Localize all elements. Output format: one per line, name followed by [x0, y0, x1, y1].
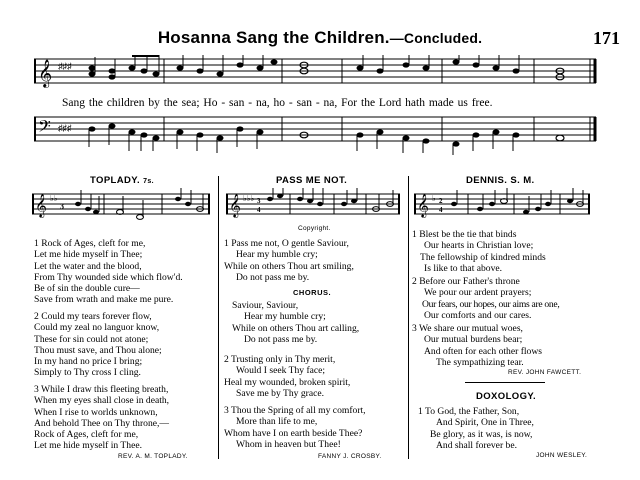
verse-line: Let me hide myself in Thee. — [34, 440, 142, 452]
verse-line: Our hearts in Christian love; — [424, 240, 534, 252]
pass-me-not-title: PASS ME NOT. — [276, 175, 348, 186]
verse-line: Rock of Ages, cleft for me, — [34, 429, 139, 441]
verse-line: From Thy wounded side which flow'd. — [34, 271, 183, 283]
verse-line: Whom have I on earth beside Thee? — [224, 427, 363, 439]
top-hymn-lyric: Sang the children by the sea; Ho - san - na, ho - san - na, For the Lord hath made us free. — [62, 97, 493, 109]
verse-line: Hear my humble cry; — [244, 311, 326, 323]
verse-line: 1 Rock of Ages, cleft for me, — [34, 238, 146, 249]
title-suffix: —Concluded. — [389, 30, 483, 46]
verse-line: And Spirit, One in Three, — [436, 417, 534, 429]
svg-text:♭♭: ♭♭ — [50, 194, 58, 203]
doxology-verse — [418, 406, 534, 451]
svg-text:♭♭♭: ♭♭♭ — [243, 194, 255, 203]
verse-line: And behold Thee on Thy throne,— — [34, 417, 170, 429]
svg-text:4: 4 — [439, 206, 443, 214]
verse-line: We pour our ardent prayers; — [424, 287, 532, 299]
dennis-staff — [414, 188, 592, 222]
verse-line: Save from wrath and make me pure. — [34, 294, 174, 306]
verse-line: Would I seek Thy face; — [236, 365, 326, 377]
verse-line: Whom in heaven but Thee! — [236, 438, 341, 450]
toplady-verse-2 — [34, 311, 162, 379]
doxology-heading: DOXOLOGY. — [476, 391, 537, 402]
verse-line: Saviour, Saviour, — [232, 300, 299, 311]
svg-text:3: 3 — [60, 202, 64, 211]
verse-line: In my hand no price I bring; — [34, 356, 143, 368]
svg-text:𝄢: 𝄢 — [38, 116, 51, 140]
pass-me-not-verse-1 — [224, 238, 354, 283]
verse-line: And often for each other flows — [424, 345, 543, 357]
page-title: Hosanna Sang the Children.—Concluded. — [157, 28, 483, 47]
doxology-credit: JOHN WESLEY. — [536, 452, 588, 459]
svg-text:𝄞: 𝄞 — [229, 193, 241, 217]
pass-me-not-chorus — [232, 300, 359, 345]
verse-line: 3 We share our mutual woes, — [412, 323, 523, 334]
toplady-title: TOPLADY. 7s. — [90, 175, 154, 186]
verse-line: And shall forever be. — [436, 439, 517, 451]
dennis-meter: S. M. — [510, 175, 535, 186]
pass-me-not-credit: FANNY J. CROSBY. — [318, 453, 382, 460]
svg-text:♭: ♭ — [432, 194, 436, 203]
verse-line: While on others Thou art smiling, — [224, 260, 354, 272]
pass-me-not-verse-2 — [224, 354, 350, 399]
dennis-title: DENNIS. S. M. — [466, 175, 535, 186]
toplady-credit: REV. A. M. TOPLADY. — [118, 453, 188, 460]
verse-line: Save me by Thy grace. — [236, 387, 325, 399]
verse-line: Be glory, as it was, is now, — [430, 428, 533, 440]
verse-line: The fellowship of kindred minds — [420, 251, 546, 263]
verse-line: These for sin could not atone; — [34, 333, 149, 345]
svg-text:𝄞: 𝄞 — [38, 59, 53, 87]
verse-line: Let me hide myself in Thee; — [34, 249, 143, 261]
verse-line: Our mutual burdens bear; — [424, 334, 523, 346]
verse-line: Is like to that above. — [424, 262, 503, 274]
bass-staff-top — [34, 113, 600, 155]
verse-line: 1 Pass me not, O gentle Saviour, — [224, 238, 349, 249]
verse-line: 2 Trusting only in Thy merit, — [224, 354, 336, 365]
pass-me-not-verse-3 — [224, 405, 366, 450]
svg-text:𝄞: 𝄞 — [417, 193, 429, 217]
verse-line: Thou must save, and Thou alone; — [34, 344, 162, 356]
divider-rule — [465, 382, 545, 383]
verse-line: More than life to me, — [236, 416, 318, 428]
dennis-credit: REV. JOHN FAWCETT. — [508, 369, 582, 376]
verse-line: Do not pass me by. — [236, 271, 310, 283]
verse-line: When I rise to worlds unknown, — [34, 406, 158, 418]
dennis-verse-2 — [412, 276, 560, 321]
verse-line: Simply to Thy cross I cling. — [34, 367, 141, 379]
verse-line: Do not pass me by. — [244, 333, 318, 345]
verse-line: While on others Thou art calling, — [232, 322, 360, 334]
toplady-staff — [32, 188, 212, 222]
verse-line: Hear my humble cry; — [236, 249, 318, 261]
svg-text:4: 4 — [257, 206, 261, 214]
column-divider-right — [408, 176, 409, 459]
verse-line: Let the water and the blood, — [34, 260, 142, 272]
verse-line: Our comforts and our cares. — [424, 309, 532, 321]
page-number: 171 — [593, 28, 620, 48]
toplady-verse-3 — [34, 384, 169, 452]
dennis-verse-3 — [412, 323, 542, 368]
verse-line: Be of sin the double cure— — [34, 283, 140, 295]
copyright-note: Copyright. — [298, 225, 331, 232]
svg-text:♯♯♯: ♯♯♯ — [58, 123, 72, 133]
verse-line: 3 While I draw this fleeting breath, — [34, 384, 169, 395]
toplady-verse-1 — [34, 238, 183, 306]
svg-text:𝄞: 𝄞 — [35, 193, 47, 217]
verse-line: 2 Could my tears forever flow, — [34, 311, 152, 322]
verse-line: Could my zeal no languor know, — [34, 322, 160, 334]
verse-line: Our fears, our hopes, our aims are one, — [422, 298, 560, 310]
verse-line: 1 To God, the Father, Son, — [418, 406, 520, 417]
verse-line: 3 Thou the Spring of all my comfort, — [224, 405, 366, 416]
svg-text:3: 3 — [257, 197, 261, 205]
verse-line: Heal my wounded, broken spirit, — [224, 376, 351, 388]
treble-staff-top — [34, 55, 600, 91]
verse-line: 1 Blest be the tie that binds — [412, 229, 517, 240]
chorus-heading: CHORUS. — [293, 288, 332, 297]
toplady-meter: 7s. — [143, 178, 154, 185]
verse-line: 2 Before our Father's throne — [412, 276, 520, 287]
pass-me-not-staff — [226, 188, 402, 222]
verse-line: When my eyes shall close in death, — [34, 395, 170, 407]
svg-text:2: 2 — [439, 197, 443, 205]
verse-line: The sympathizing tear. — [436, 356, 524, 368]
dennis-verse-1 — [412, 229, 546, 274]
column-divider-left — [218, 176, 219, 459]
svg-text:♯♯♯: ♯♯♯ — [58, 61, 72, 71]
